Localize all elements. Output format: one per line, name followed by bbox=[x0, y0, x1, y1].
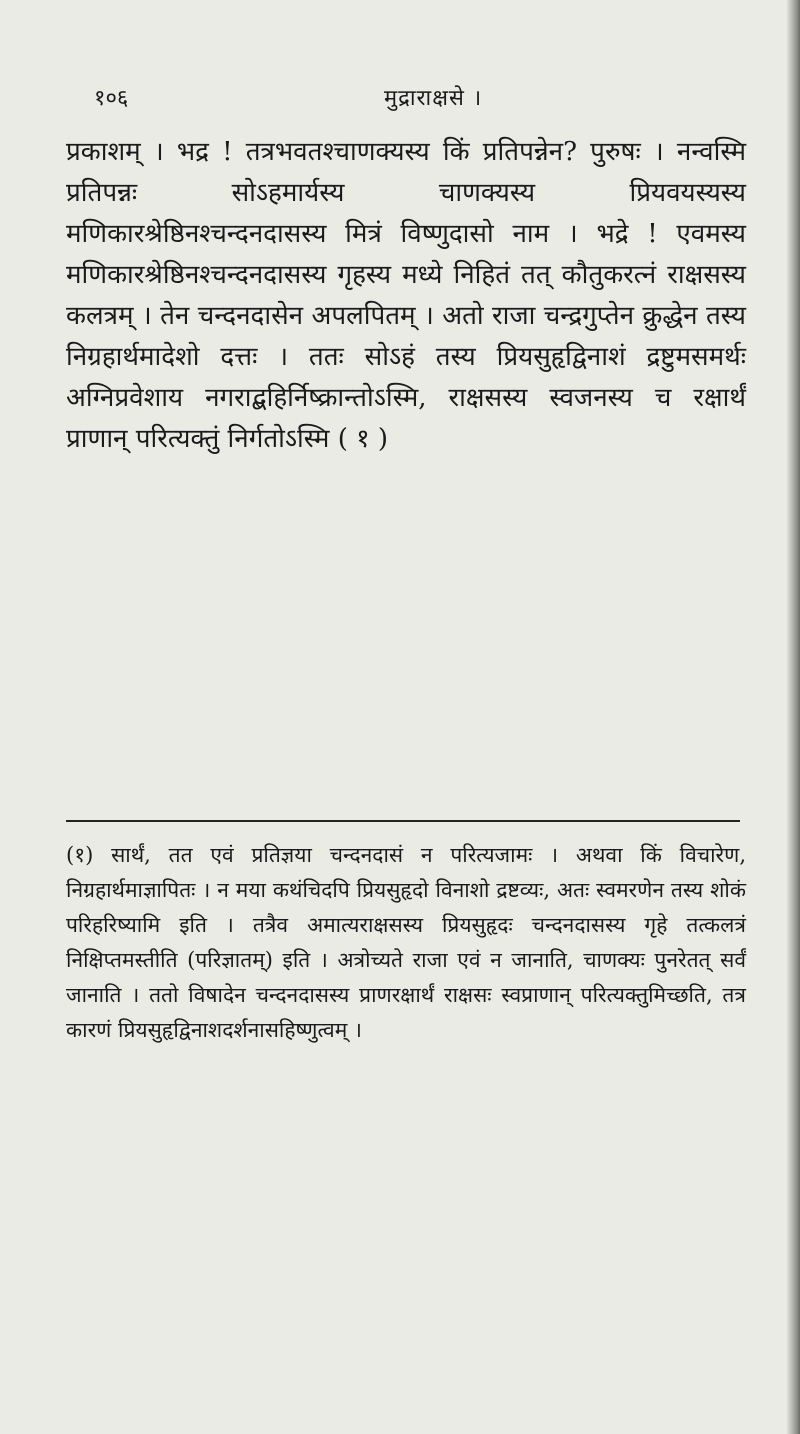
footnote: (१) सार्थं, तत एवं प्रतिज्ञया चन्दनदासं न परित्यजामः । अथवा किं विचारेण, निग्रहार्थमाज्ञापितः । न मया कथंचिदपि प्रियसुहृदो विनाशो द्रष्टव्यः, अतः स्वमरणेन तस्य शोकं परिहरिष्यामि इति । तत्रैव अमात्यराक्षसस्य प्रियसुहृदः चन्दनदासस्य गृहे तत्कलत्रं निक्षिप्तमस्तीति (परिज्ञातम्) इति । अत्रोच्यते राजा एवं न जानाति, चाणक्यः पुनरेतत् सर्वं जानाति । ततो विषादेन चन्दनदासस्य प्राणरक्षार्थं राक्षसः स्वप्राणान् परित्यक्तुमिच्छति, तत्र कारणं प्रियसुहृद्विनाशदर्शनासहिष्णुत्वम् । bbox=[66, 843, 746, 1042]
main-text: प्रकाशम् । भद्र ! तत्रभवतश्चाणक्यस्य किं प्रतिपन्नेन? पुरुषः । नन्वस्मि प्रतिपन्नः सोऽहमार्यस्य चाणक्यस्य प्रियवयस्यस्य मणिकारश्रेष्ठिनश्चन्दनदासस्य मित्रं विष्णुदासो नाम । भद्रे ! एवमस्य मणिकारश्रेष्ठिनश्चन्दनदासस्य गृहस्य मध्ये निहितं तत् कौतुकरत्नं राक्षसस्य कलत्रम् । तेन चन्दनदासेन अपलपितम् । अतो राजा चन्द्रगुप्तेन क्रुद्धेन तस्य निग्रहार्थमादेशो दत्तः । ततः सोऽहं तस्य प्रियसुहृद्विनाशं द्रष्टुमसमर्थः अग्निप्रवेशाय नगराद्बहिर्निष्क्रान्तोऽस्मि, राक्षसस्य स्वजनस्य च रक्षार्थं प्राणान् परित्यक्तुं निर्गतोऽस्मि ( १ ) bbox=[66, 137, 746, 454]
running-head bbox=[84, 82, 680, 118]
page-number: १०६ bbox=[94, 86, 129, 111]
page-edge-shadow bbox=[786, 0, 800, 1434]
footnote-rule bbox=[66, 820, 740, 822]
running-title: मुद्राराक्षसे । bbox=[384, 86, 483, 111]
